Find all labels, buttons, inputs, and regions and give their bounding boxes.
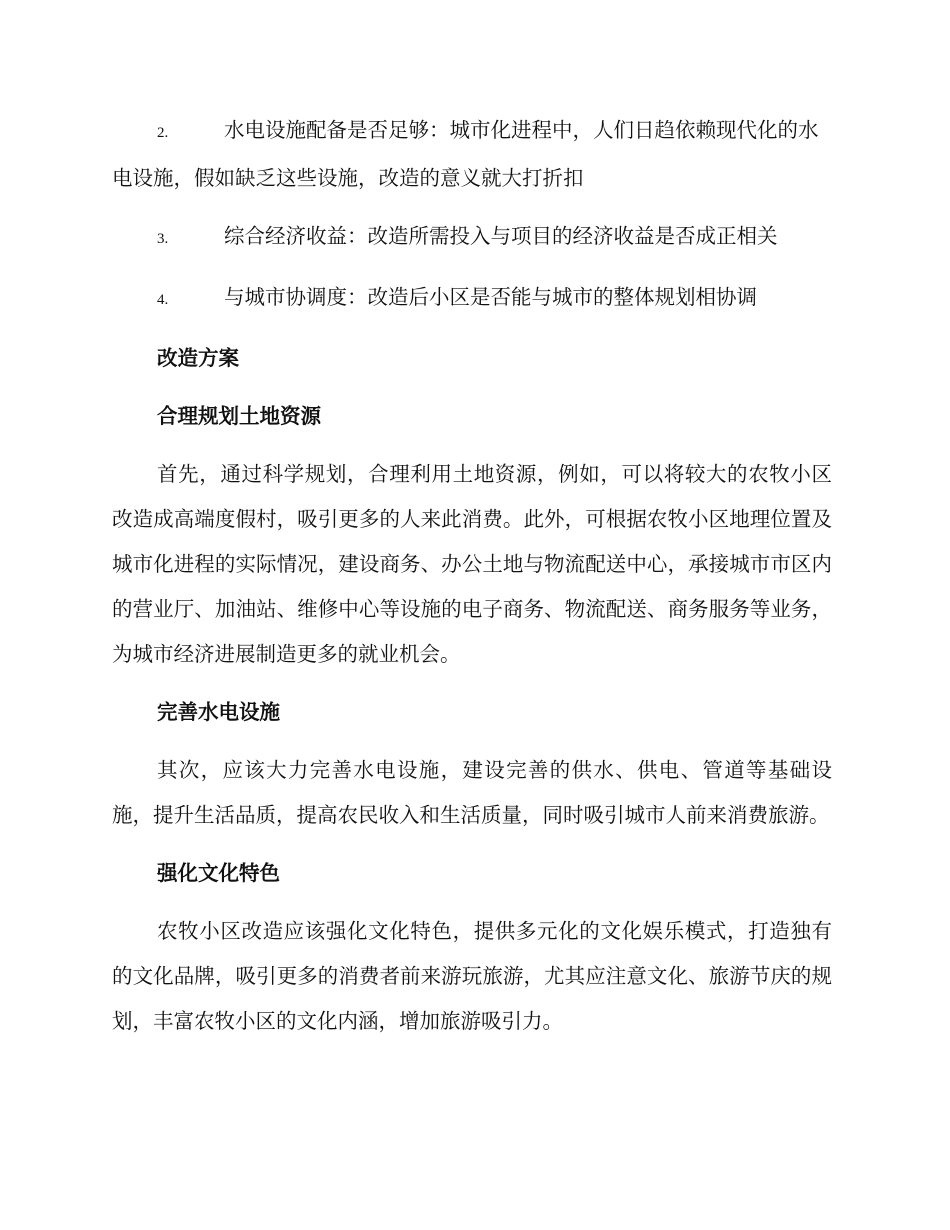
- subsection-heading-culture: 强化文化特色: [157, 861, 280, 885]
- document-page: [112, 108, 832, 1057]
- list-number: 4.: [157, 292, 169, 308]
- subsection-heading-utilities: 完善水电设施: [157, 700, 280, 724]
- section-heading: 改造方案: [157, 346, 239, 370]
- list-text: 综合经济收益：改造所需投入与项目的经济收益是否成正相关: [224, 224, 778, 248]
- subsection-heading-land: 合理规划土地资源: [157, 404, 321, 428]
- paragraph-land: 首先，通过科学规划，合理利用土地资源，例如，可以将较大的农牧小区改造成高端度假村，吸引更多的人来此消费。此外，可根据农牧小区地理位置及城市化进程的实际情况，建设商务、办公土地与物流配送中心，承接城市市区内的营业厅、加油站、维修中心等设施的电子商务、物流配送、商务服务等业务，为城市经济进展制造更多的就业机会。: [112, 462, 832, 666]
- paragraph-utilities: 其次，应该大力完善水电设施，建设完善的供水、供电、管道等基础设施，提升生活品质，提高农民收入和生活质量，同时吸引城市人前来消费旅游。: [112, 758, 832, 827]
- list-number: 2.: [157, 125, 169, 141]
- list-item: [112, 214, 832, 262]
- paragraph-culture: 农牧小区改造应该强化文化特色，提供多元化的文化娱乐模式，打造独有的文化品牌，吸引更多的消费者前来游玩旅游，尤其应注意文化、旅游节庆的规划，丰富农牧小区的文化内涵，增加旅游吸引力。: [112, 919, 832, 1033]
- list-item: [112, 275, 832, 323]
- list-item: [112, 108, 832, 201]
- list-text: 水电设施配备是否足够：城市化进程中，人们日趋依赖现代化的水电设施，假如缺乏这些设施，改造的意义就大打折扣: [112, 118, 819, 190]
- list-number: 3.: [157, 231, 169, 247]
- list-text: 与城市协调度：改造后小区是否能与城市的整体规划相协调: [224, 285, 757, 309]
